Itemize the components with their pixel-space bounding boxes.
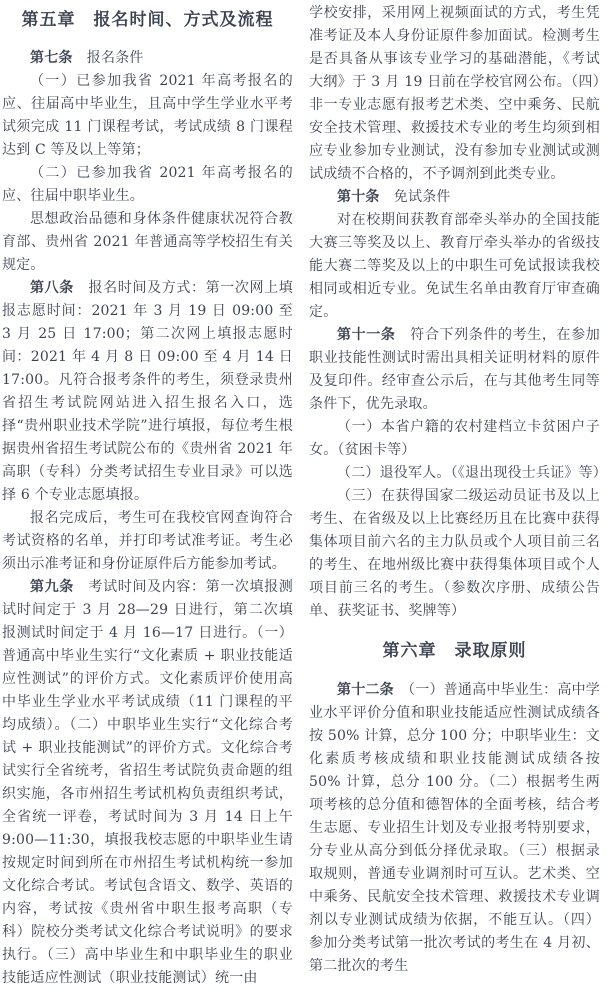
paragraph-item-5 xyxy=(309,462,607,485)
paragraph-item-1 xyxy=(2,70,293,162)
article-9-label: 第九条 xyxy=(30,579,74,595)
article-11-label: 第十一条 xyxy=(337,327,396,343)
article-10-text: 免试条件 xyxy=(379,189,451,205)
article-12-label: 第十二条 xyxy=(337,682,394,698)
article-11-paragraph xyxy=(309,324,600,416)
article-7-label: 第七条 xyxy=(30,50,73,66)
paragraph-item-3 xyxy=(2,208,293,277)
paragraph-text: （二）已参加我省 2021 年高考报名的应、往届中职毕业生。 xyxy=(2,165,293,204)
right-column xyxy=(309,2,607,974)
paragraph-text: 思想政治品德和身体条件健康状况符合教育部、贵州省 2021 年普通高等学校招生有关规定。 xyxy=(2,211,293,273)
continuation-paragraph xyxy=(309,2,600,186)
article-7-paragraph xyxy=(2,47,293,70)
paragraph-item-2 xyxy=(2,162,293,208)
article-8-paragraph xyxy=(2,277,293,507)
paragraph-text: 学校安排，采用网上视频面试的方式，考生凭准考证及本人身份证原件参加面试。检测考生是否具备从事该专业学习的基础潜能，《考试大纲》于 3 月 19 日前在学校官网公布。（四）非一专业志愿有报考艺术类、空中乘务、民航安全技术管理、救援技术专业的考生均须到相应专业参加专业测试，没有参加专业测试或测试成绩不合格的，不予调剂到此类专业。 xyxy=(309,5,600,182)
paragraph-text: （一）已参加我省 2021 年高考报名的应、往届高中毕业生，且高中学生学业水平考试须完成 11 门课程考试，考试成绩 8 门课程达到 C 等及以上等第； xyxy=(2,73,293,158)
article-11-text: 符合下列条件的考生，在参加职业技能性测试时需出具相关证明材料的原件及复印件。经审查公示后，在与其他考生同等条件下，优先录取。 xyxy=(309,327,600,412)
paragraph-text: （一）本省户籍的农村建档立卡贫困户子女。（贫困卡等） xyxy=(309,419,600,458)
paragraph-item-2 xyxy=(309,209,600,324)
article-10-paragraph xyxy=(309,186,600,209)
paragraph-text: 报名完成后，考生可在我校官网查询符合考试资格的名单，并打印考试准考证。考生必须出示准考证和身份证原件后方能参加考试。 xyxy=(2,510,293,572)
paragraph-text: 对在校期间获教育部牵头举办的全国技能大赛三等奖及以上、教育厅牵头举办的省级技能大赛二等奖及以上的中职生可免试报读我校相同或相近专业。免试生名单由教育厅审查确定。 xyxy=(309,212,600,320)
article-12-paragraph xyxy=(309,679,600,978)
paragraph-text: （二）退役军人。（《退出现役士兵证》等） xyxy=(337,465,607,481)
article-9-text: 考试时间及内容：第一次填报测试时间定于 3 月 28—29 日进行，第二次填报测试时间定于 4 月 16—17 日进行。（一）普通高中毕业生实行“文化素质 + 职业技能适应性测试”的评价方式。文化素质评价使用高中毕业生学业水平考试成绩（11 门课程的平均成绩）。（二）中职毕业生实行“文化综合考试 + 职业技能测试”的评价方式。文化综合考试实行全省统考，省招生考试院负责命题的组织实施，各市州招生考试机构负责组织考试，全省统一评卷，考试时间为 3 月 14 日上午 9:00—11:30，填报我校志愿的中职毕业生请按规定时间到所在市州招生考试机构统一参加文化综合考试。考试包含语文、数学、英语的内容，考试按《贵州省中职生报考高职（专科）院校分类考试文化综合考试说明》的要求执行。（三）高中毕业生和中职毕业生的职业技能适应性测试（职业技能测试）统一由 xyxy=(2,579,293,986)
paragraph-item-4 xyxy=(309,416,600,462)
paragraph-item-6 xyxy=(309,485,600,623)
article-10-label: 第十条 xyxy=(337,189,380,205)
paragraph-item-5 xyxy=(2,507,293,576)
article-12-text: （一）普通高中毕业生：高中学业水平评价分值和职业技能适应性测试成绩各按 50% 计算，总分 100 分；中职毕业生：文化素质考核成绩和职业技能测试成绩各按 50% 计算，总分 100 分。（二）根据考生两项考核的总分值和德智体的全面考核，结合考生志愿、专业招生计划及专业报考特别要求，分专业从高分到低分择优录取。（三）根据录取规则，普通专业调剂时可互认。艺术类、空中乘务、民航安全技术管理、救援技术专业调剂以专业测试成绩为依据，不能互认。（四）参加分类考试第一批次考试的考生在 4 月初、第二批次的考生 xyxy=(309,682,600,974)
article-8-text: 报名时间及方式：第一次网上填报志愿时间：2021 年 3 月 19 日 09:00 至 3 月 25 日 17:00；第二次网上填报志愿时间：2021 年 4 月 8 日 09:00 至 4 月 14 日 17:00。凡符合报考条件的考生，须登录贵州省招生考试院网站进入招生报名入口，选择“贵州职业技术学院”进行填报，每位考生根据贵州省招生考试院公布的《贵州省 2021 年高职（专科）分类考试招生专业目录》可以选择 6 个专业志愿填报。 xyxy=(2,280,293,503)
article-7-text: 报名条件 xyxy=(72,50,144,66)
article-9-paragraph xyxy=(2,576,293,990)
paragraph-text: （三）在获得国家二级运动员证书及以上考生、在省级及以上比赛经历且在比赛中获得集体项目前六名的主力队员或个人项目前三名的考生、在地州级比赛中获得集体项目或个人项目前三名的考生。（参数次序册、成绩公告单、获奖证书、奖牌等） xyxy=(309,488,600,619)
chapter-5-heading: 第五章 报名时间、方式及流程 xyxy=(21,10,274,30)
left-column xyxy=(2,2,293,986)
chapter-6-heading: 第六章 录取原则 xyxy=(382,641,527,661)
article-8-label: 第八条 xyxy=(30,280,74,296)
